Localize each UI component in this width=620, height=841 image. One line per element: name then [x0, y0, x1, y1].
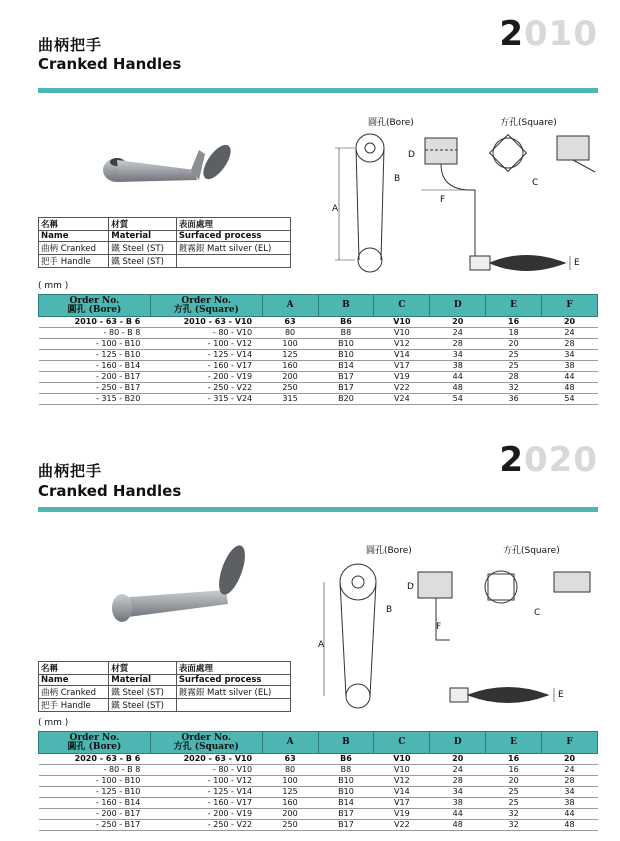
table-cell-c: V24 — [374, 394, 430, 405]
spec-header: 名稱 — [39, 662, 109, 675]
table-cell-c: V19 — [374, 809, 430, 820]
table-row — [39, 787, 598, 798]
col-header-a: A — [262, 295, 318, 317]
table-cell-square: - 125 - V14 — [150, 787, 262, 798]
table-cell-f: 44 — [542, 372, 598, 383]
table-cell-bore: - 125 - B10 — [39, 787, 151, 798]
table-cell-bore: - 80 - B 8 — [39, 328, 151, 339]
dim-label-f: F — [440, 195, 446, 205]
table-cell-f: 38 — [542, 361, 598, 372]
dim-label-d: D — [407, 582, 414, 592]
col-header-c: C — [374, 295, 430, 317]
product-photo — [108, 542, 258, 634]
table-cell-d: 54 — [430, 394, 486, 405]
spec-header: Name — [39, 231, 109, 242]
dim-label-e: E — [558, 690, 564, 700]
table-cell-square: - 80 - V10 — [150, 328, 262, 339]
table-cell-c: V10 — [374, 765, 430, 776]
table-cell-f: 28 — [542, 339, 598, 350]
model-number: 2020 — [499, 440, 598, 480]
col-header-bore: Order No. 圓孔 (Bore) — [39, 732, 151, 754]
table-row — [39, 820, 598, 831]
dim-label-e: E — [574, 258, 580, 268]
dim-label-a: A — [332, 204, 339, 214]
table-cell-f: 34 — [542, 787, 598, 798]
table-cell-a: 200 — [262, 809, 318, 820]
spec-header: 材質 — [109, 218, 177, 231]
table-cell-bore: - 315 - B20 — [39, 394, 151, 405]
table-cell-b: B10 — [318, 339, 374, 350]
spec-header: 材質 — [109, 662, 177, 675]
table-cell-f: 34 — [542, 350, 598, 361]
table-cell-b: B8 — [318, 765, 374, 776]
table-cell-bore: - 160 - B14 — [39, 361, 151, 372]
table-cell-e: 36 — [486, 394, 542, 405]
dim-label-c: C — [534, 608, 541, 618]
table-cell-e: 32 — [486, 809, 542, 820]
spec-cell: 鐵 Steel (ST) — [109, 255, 177, 268]
table-cell-f: 20 — [542, 317, 598, 328]
table-cell-f: 38 — [542, 798, 598, 809]
col-header-square: Order No. 方孔 (Square) — [150, 732, 262, 754]
table-cell-square: - 80 - V10 — [150, 765, 262, 776]
col-header-bore: Order No. 圓孔 (Bore) — [39, 295, 151, 317]
spec-cell: 鍍霧銀 Matt silver (EL) — [176, 686, 290, 699]
table-cell-d: 28 — [430, 776, 486, 787]
table-cell-f: 44 — [542, 809, 598, 820]
spec-header: 表面處理 — [176, 662, 290, 675]
spec-header: Surfaced process — [176, 231, 290, 242]
table-row — [39, 798, 598, 809]
spec-cell: 把手 Handle — [39, 255, 109, 268]
table-cell-d: 20 — [430, 317, 486, 328]
table-cell-e: 25 — [486, 361, 542, 372]
square-label: 方孔(Square) — [500, 118, 557, 128]
dim-label-c: C — [532, 178, 539, 188]
table-cell-f: 28 — [542, 776, 598, 787]
section-title-en: Cranked Handles — [38, 482, 182, 500]
table-cell-f: 48 — [542, 820, 598, 831]
table-cell-square: - 160 - V17 — [150, 361, 262, 372]
dim-label-b: B — [386, 605, 393, 615]
table-cell-square: 2020 - 63 - V10 — [150, 754, 262, 765]
table-cell-f: 24 — [542, 328, 598, 339]
table-cell-c: V10 — [374, 317, 430, 328]
table-cell-e: 32 — [486, 383, 542, 394]
table-cell-e: 16 — [486, 317, 542, 328]
spec-cell: 曲柄 Cranked — [39, 242, 109, 255]
table-cell-bore: - 250 - B17 — [39, 383, 151, 394]
col-header-b: B — [318, 295, 374, 317]
table-cell-e: 20 — [486, 339, 542, 350]
table-row — [39, 809, 598, 820]
table-cell-f: 24 — [542, 765, 598, 776]
table-cell-b: B20 — [318, 394, 374, 405]
table-cell-b: B6 — [318, 317, 374, 328]
table-cell-d: 48 — [430, 820, 486, 831]
table-cell-a: 160 — [262, 798, 318, 809]
table-cell-bore: - 100 - B10 — [39, 339, 151, 350]
table-cell-e: 25 — [486, 798, 542, 809]
col-header-square: Order No. 方孔 (Square) — [150, 295, 262, 317]
table-cell-d: 44 — [430, 809, 486, 820]
table-cell-b: B14 — [318, 361, 374, 372]
table-cell-d: 48 — [430, 383, 486, 394]
table-cell-d: 38 — [430, 361, 486, 372]
table-cell-b: B10 — [318, 350, 374, 361]
table-cell-square: - 160 - V17 — [150, 798, 262, 809]
table-cell-square: - 200 - V19 — [150, 809, 262, 820]
table-cell-c: V19 — [374, 372, 430, 383]
table-cell-bore: - 160 - B14 — [39, 798, 151, 809]
table-cell-square: - 200 - V19 — [150, 372, 262, 383]
table-cell-a: 100 — [262, 776, 318, 787]
unit-label: ( mm ) — [38, 281, 69, 291]
table-cell-c: V14 — [374, 350, 430, 361]
table-cell-d: 28 — [430, 339, 486, 350]
col-header-f: F — [542, 732, 598, 754]
table-cell-b: B10 — [318, 787, 374, 798]
table-cell-a: 200 — [262, 372, 318, 383]
table-cell-a: 80 — [262, 765, 318, 776]
section-title-cn: 曲柄把手 — [38, 36, 103, 54]
table-row — [39, 765, 598, 776]
spec-cell: 曲柄 Cranked — [39, 686, 109, 699]
table-cell-square: - 250 - V22 — [150, 820, 262, 831]
dim-label-a: A — [318, 640, 325, 650]
col-header-e: E — [486, 732, 542, 754]
col-header-e: E — [486, 295, 542, 317]
table-cell-a: 125 — [262, 350, 318, 361]
spec-header: Surfaced process — [176, 675, 290, 686]
table-row — [39, 754, 598, 765]
table-cell-a: 100 — [262, 339, 318, 350]
table-cell-bore: - 200 - B17 — [39, 809, 151, 820]
table-cell-f: 48 — [542, 383, 598, 394]
col-header-d: D — [430, 295, 486, 317]
table-cell-c: V22 — [374, 383, 430, 394]
bore-label: 圓孔(Bore) — [368, 118, 414, 128]
table-cell-bore: - 80 - B 8 — [39, 765, 151, 776]
table-cell-a: 63 — [262, 754, 318, 765]
table-cell-square: 2010 - 63 - V10 — [150, 317, 262, 328]
table-cell-bore: - 200 - B17 — [39, 372, 151, 383]
square-label: 方孔(Square) — [503, 546, 560, 556]
table-cell-b: B8 — [318, 328, 374, 339]
table-cell-c: V10 — [374, 328, 430, 339]
col-header-c: C — [374, 732, 430, 754]
table-cell-e: 28 — [486, 372, 542, 383]
table-cell-e: 20 — [486, 776, 542, 787]
table-cell-b: B14 — [318, 798, 374, 809]
table-cell-d: 24 — [430, 765, 486, 776]
table-cell-e: 25 — [486, 787, 542, 798]
section-title-en: Cranked Handles — [38, 55, 182, 73]
col-header-d: D — [430, 732, 486, 754]
table-cell-e: 16 — [486, 765, 542, 776]
table-cell-d: 34 — [430, 350, 486, 361]
spec-cell: 鐵 Steel (ST) — [109, 242, 177, 255]
table-cell-bore: 2020 - 63 - B 6 — [39, 754, 151, 765]
table-cell-b: B10 — [318, 776, 374, 787]
dim-label-d: D — [408, 150, 415, 160]
spec-cell: 把手 Handle — [39, 699, 109, 712]
spec-cell: 鐵 Steel (ST) — [109, 699, 177, 712]
table-cell-a: 250 — [262, 820, 318, 831]
table-cell-bore: - 100 - B10 — [39, 776, 151, 787]
table-cell-bore: - 250 - B17 — [39, 820, 151, 831]
table-cell-square: - 100 - V12 — [150, 339, 262, 350]
spec-cell — [176, 699, 290, 712]
table-cell-c: V17 — [374, 798, 430, 809]
spec-table — [38, 661, 291, 712]
spec-header: Material — [109, 675, 177, 686]
col-header-b: B — [318, 732, 374, 754]
table-cell-square: - 315 - V24 — [150, 394, 262, 405]
col-header-a: A — [262, 732, 318, 754]
table-cell-c: V17 — [374, 361, 430, 372]
table-cell-square: - 100 - V12 — [150, 776, 262, 787]
bore-label: 圓孔(Bore) — [366, 546, 412, 556]
dimension-table — [38, 731, 598, 831]
table-cell-b: B17 — [318, 809, 374, 820]
table-cell-bore: - 125 - B10 — [39, 350, 151, 361]
spec-header: Material — [109, 231, 177, 242]
table-cell-square: - 250 - V22 — [150, 383, 262, 394]
table-cell-c: V22 — [374, 820, 430, 831]
table-cell-b: B6 — [318, 754, 374, 765]
table-cell-c: V10 — [374, 754, 430, 765]
table-cell-f: 54 — [542, 394, 598, 405]
unit-label: ( mm ) — [38, 718, 69, 728]
table-cell-d: 20 — [430, 754, 486, 765]
table-cell-a: 63 — [262, 317, 318, 328]
table-cell-a: 315 — [262, 394, 318, 405]
table-cell-e: 32 — [486, 820, 542, 831]
table-cell-a: 125 — [262, 787, 318, 798]
table-cell-b: B17 — [318, 383, 374, 394]
model-number: 2010 — [499, 14, 598, 54]
dim-label-f: F — [436, 622, 442, 632]
table-cell-e: 16 — [486, 754, 542, 765]
accent-rule — [38, 507, 598, 512]
table-cell-c: V12 — [374, 776, 430, 787]
col-header-f: F — [542, 295, 598, 317]
table-cell-e: 18 — [486, 328, 542, 339]
table-cell-d: 44 — [430, 372, 486, 383]
spec-cell: 鍍霧銀 Matt silver (EL) — [176, 242, 290, 255]
table-cell-c: V12 — [374, 339, 430, 350]
table-cell-b: B17 — [318, 372, 374, 383]
table-cell-square: - 125 - V14 — [150, 350, 262, 361]
dim-label-b: B — [394, 174, 401, 184]
spec-cell: 鐵 Steel (ST) — [109, 686, 177, 699]
section-title-cn: 曲柄把手 — [38, 462, 103, 480]
spec-header: 表面處理 — [176, 218, 290, 231]
spec-header: 名稱 — [39, 218, 109, 231]
spec-header: Name — [39, 675, 109, 686]
table-cell-c: V14 — [374, 787, 430, 798]
table-cell-a: 80 — [262, 328, 318, 339]
table-cell-d: 34 — [430, 787, 486, 798]
table-cell-b: B17 — [318, 820, 374, 831]
table-cell-e: 25 — [486, 350, 542, 361]
table-cell-bore: 2010 - 63 - B 6 — [39, 317, 151, 328]
table-row — [39, 776, 598, 787]
table-cell-d: 38 — [430, 798, 486, 809]
table-cell-f: 20 — [542, 754, 598, 765]
table-cell-a: 160 — [262, 361, 318, 372]
table-cell-d: 24 — [430, 328, 486, 339]
table-cell-a: 250 — [262, 383, 318, 394]
